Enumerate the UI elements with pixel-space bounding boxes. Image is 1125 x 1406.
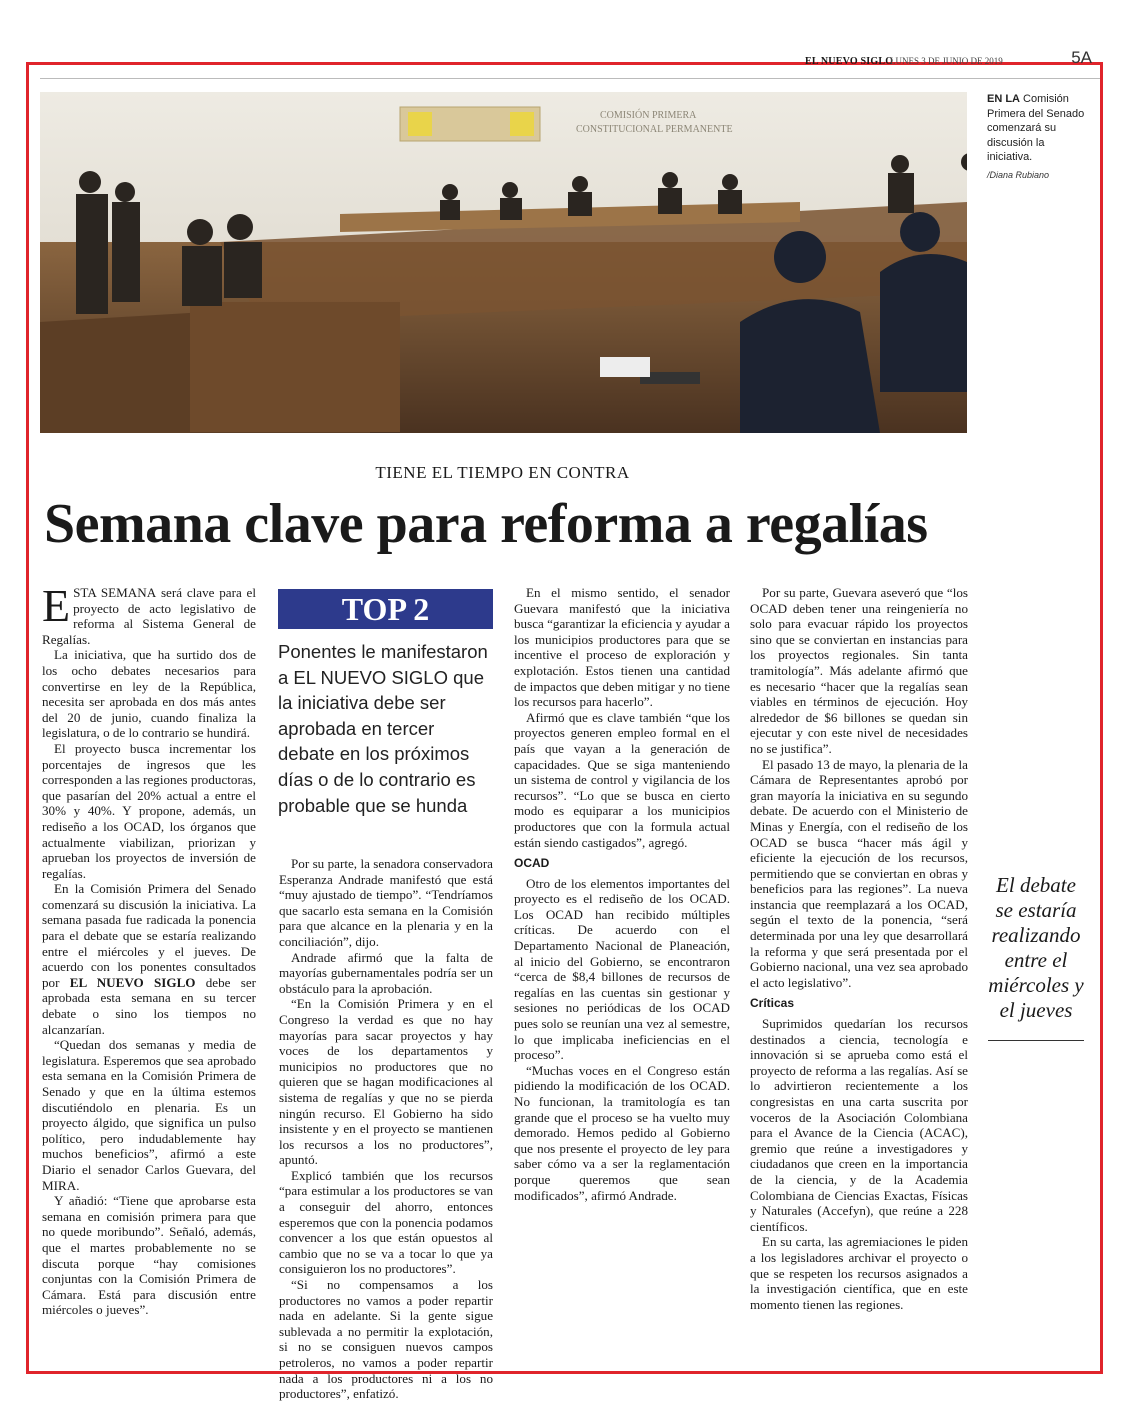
- photo-illustration: [40, 92, 967, 433]
- header-rule: [40, 78, 1100, 79]
- paragraph-6: Y añadió: “Tiene que aprobarse esta semana en comisión primera para que no quede moribundo”. Señaló, además, que el martes probablemente no se discuta porque “hay comisiones conjuntas con la Comisión Primera de Cámara. Está para discusión entre miércoles o jueves”.: [42, 1193, 256, 1318]
- paragraph-4: En la Comisión Primera del Senado comenzará su discusión la iniciativa. La semana pasada fue radicada la ponencia para el debate que se estaría realizando entre el miércoles y el jueves. De acuerdo con los ponentes consultados por EL NUEVO SIGLO debe ser aprobada esta semana en su tercer debate o sino los tiempos no alcanzarían.: [42, 881, 256, 1037]
- article-photo: [40, 92, 967, 433]
- page-number: 5A: [1071, 48, 1092, 67]
- paragraph-18: Suprimidos quedarían los recursos destinados a ciencia, tecnología e innovación si se aprueba como está el proyecto de reforma a las regalías. Así se lo advirtieron recientemente a los congresistas en una carta suscrita por voceros de la Asociación Colombiana para el Avance de la Ciencia (ACAC), gremio que reúne a investigadores y ciudadanos que creen en la importancia de la ciencia, y de la Academia Colombiana de Ciencias Exactas, Físicas y Naturales (Accefyn), que reúne a 228 científicos.: [750, 1016, 968, 1234]
- paragraph-2: La iniciativa, que ha surtido dos de los ocho debates necesarios para convertirse en ley de la República, necesita ser aprobada en dos más antes del 20 de junio, cuando finaliza la legislatura, o de lo contrario se hundirá.: [42, 647, 256, 741]
- paragraph-8: Andrade afirmó que la falta de mayorías gubernamentales podría ser un obstáculo para la aprobación.: [279, 949, 493, 996]
- kicker: TIENE EL TIEMPO EN CONTRA: [375, 463, 630, 482]
- paragraph-14: Otro de los elementos importantes del proyecto es el rediseño de los OCAD. Los OCAD han recibido múltiples críticas. De acuerdo con el Departamento Nacional de Planeación, al inicio del Gobierno, se encontraron “cerca de $8,4 billones de recursos de regalías en las cuentas sin gestionar y sesiones no periódicas de los OCAD pues solo se reunían una vez al semestre, lo que implicaba ineficiencias en el proceso”.: [514, 875, 730, 1063]
- subhead-criticas: Críticas: [750, 996, 795, 1011]
- pull-quote-rule: [988, 1040, 1084, 1041]
- masthead: [800, 50, 1100, 72]
- column-2: [279, 856, 493, 1402]
- photo-credit: /Diana Rubiano: [987, 169, 1050, 180]
- paragraph-3: El proyecto busca incrementar los porcentajes de ingresos que les corresponden a las regiones productoras, que pasarían del 20% actual a entre el 30% y 40%. Y propone, además, un rediseño a los OCAD, los órganos que actualmente viabilizan, priorizan y aprueban los proyectos de inversión de regalías.: [42, 740, 256, 881]
- photo-sign-line1: COMISIÓN PRIMERA: [600, 110, 697, 121]
- paragraph-19: En su carta, las agremiaciones le piden a los legisladores archivar el proyecto o que se respeten los recursos asignados a la investigación científica, que en este momento tienen las regiones.: [750, 1234, 968, 1312]
- caption-lead: EN LA: [987, 93, 1020, 105]
- paragraph-9: “En la Comisión Primera y en el Congreso la verdad es que no hay mayorías para sacar proyectos y hay voces de los departamentos y municipios no productores que no quieren que se hagan modificaciones al sistema de regalías y que no se pierda ningún recurso. El Gobierno ha sido insistente y en el proyecto se mantienen los recursos a los no productores”, apuntó.: [279, 996, 493, 1168]
- photo-sign-line2: CONSTITUCIONAL PERMANENTE: [576, 124, 733, 135]
- paragraph-16: Por su parte, Guevara aseveró que “los OCAD deben tener una reingeniería no solo para evacuar rápido los proyectos sino que se conviertan en instancias para los proyectos regionales. Sin tanta tramitología”. Más adelante afirmó que es necesario “hacer que la regalías sean viables en términos de ejecución. Hoy alrededor de $6 billones se quedan sin ejecutar y con este nivel de necesidades no se justifica”.: [750, 585, 968, 756]
- column-4: [750, 585, 968, 1312]
- paragraph-17: El pasado 13 de mayo, la plenaria de la Cámara de Representantes aprobó por gran mayoría la iniciativa en su segundo debate. De acuerdo con el Ministerio de Minas y Energía, con el rediseño de los OCAD se busca “hacer más ágil y eficiente la ejecución de los recursos, permitiendo que se conviertan en obras y beneficios para las regiones”. La nueva instancia que reemplazará a los OCAD, según el texto de la ponencia, “será determinada por una ley que desarrollará la reforma y que será presentada por el Gobierno nacional, una vez sea aprobado el acto legislativo”.: [750, 756, 968, 990]
- top2-badge: TOP 2: [278, 589, 493, 629]
- paragraph-7: Por su parte, la senadora conservadora Esperanza Andrade manifestó que está “muy ajustado de tiempo”. “Tendríamos que sacarlo esta semana en la Comisión para que alcance en la plenaria y en la conciliación”, dijo.: [279, 856, 493, 949]
- drop-cap: E: [42, 580, 71, 631]
- photo-caption: [987, 92, 1092, 182]
- paragraph-10: Explicó también que los recursos “para estimular a los productores se van a conseguir del ahorro, entonces esperemos que con la ponencia podamos convencer a los que están opuestos al cambio que no se va a tocar lo que ya consiguieron los no productores”.: [279, 1167, 493, 1277]
- paragraph-11: “Si no compensamos a los productores no vamos a poder repartir nada en adelante. Si la gente sigue sublevada a no permitir la explotación, si no se consiguen nuevos campos petroleros, no vamos a poder repartir nada a los productores ni a los no productores”, enfatizó.: [279, 1277, 493, 1402]
- paragraph-13: Afirmó que es clave también “que los proyectos generen empleo formal en el país que vayan a la generación de capacidades. Que se siga manteniendo un sistema de control y vigilancia de los recursos”. “Lo que se busca en cierto modo es equiparar a los municipios productores que con la formula actual están siendo castigados”, agregó.: [514, 709, 730, 850]
- paragraph-12: En el mismo sentido, el senador Guevara manifestó que la iniciativa busca “garantizar la eficiencia y ayudar a los municipios productores para que se incentive el proceso de exploración y explotación. Estos tienen una cantidad de impactos que deben mitigar y no tiene los recursos para hacerlo”.: [514, 585, 730, 710]
- masthead-date: LUNES 3 DE JUNIO DE 2019: [890, 56, 1003, 66]
- subhead-ocad: OCAD: [514, 856, 550, 871]
- pull-quote: El debate se estaría realizando entre el miércoles y el jueves: [988, 873, 1084, 1022]
- paragraph-5: “Quedan dos semanas y media de legislatura. Esperemos que sea aprobado esta semana en la Comisión Primera de Senado y que en la última estemos discutiéndolo en plenaria. Es un proyecto álgido, que significa un pulso político, pero indudablemente hay muchos beneficios”, afirmó a este Diario el senador Carlos Guevara, del MIRA.: [42, 1037, 256, 1193]
- caption-text: Comisión Primera del Senado comenzará su discusión la iniciativa.: [987, 93, 1085, 163]
- top2-text: Ponentes le manifestaron a EL NUEVO SIGLO que la iniciativa debe ser aprobada en tercer debate en los próximos días o de lo contrario es probable que se hunda: [278, 641, 488, 816]
- masthead-brand: EL NUEVO SIGLO: [805, 56, 894, 67]
- headline: Semana clave para reforma a regalías: [44, 493, 928, 555]
- column-3: [514, 585, 730, 1203]
- paragraph-15: “Muchas voces en el Congreso están pidiendo la modificación de los OCAD. No funcionan, la tramitología es tan grande que el proceso se ha vuelto muy demorado. Hemos pedido al Gobierno que nos presente el proyecto de ley para saber cómo va a ser la reglamentación porque queremos que sean modificados”, afirmó Andrade.: [514, 1062, 730, 1203]
- column-1: [42, 580, 256, 1318]
- paragraph-1: ESTA SEMANA será clave para el proyecto de acto legislativo de reforma al Sistema General de Regalías.: [42, 580, 256, 647]
